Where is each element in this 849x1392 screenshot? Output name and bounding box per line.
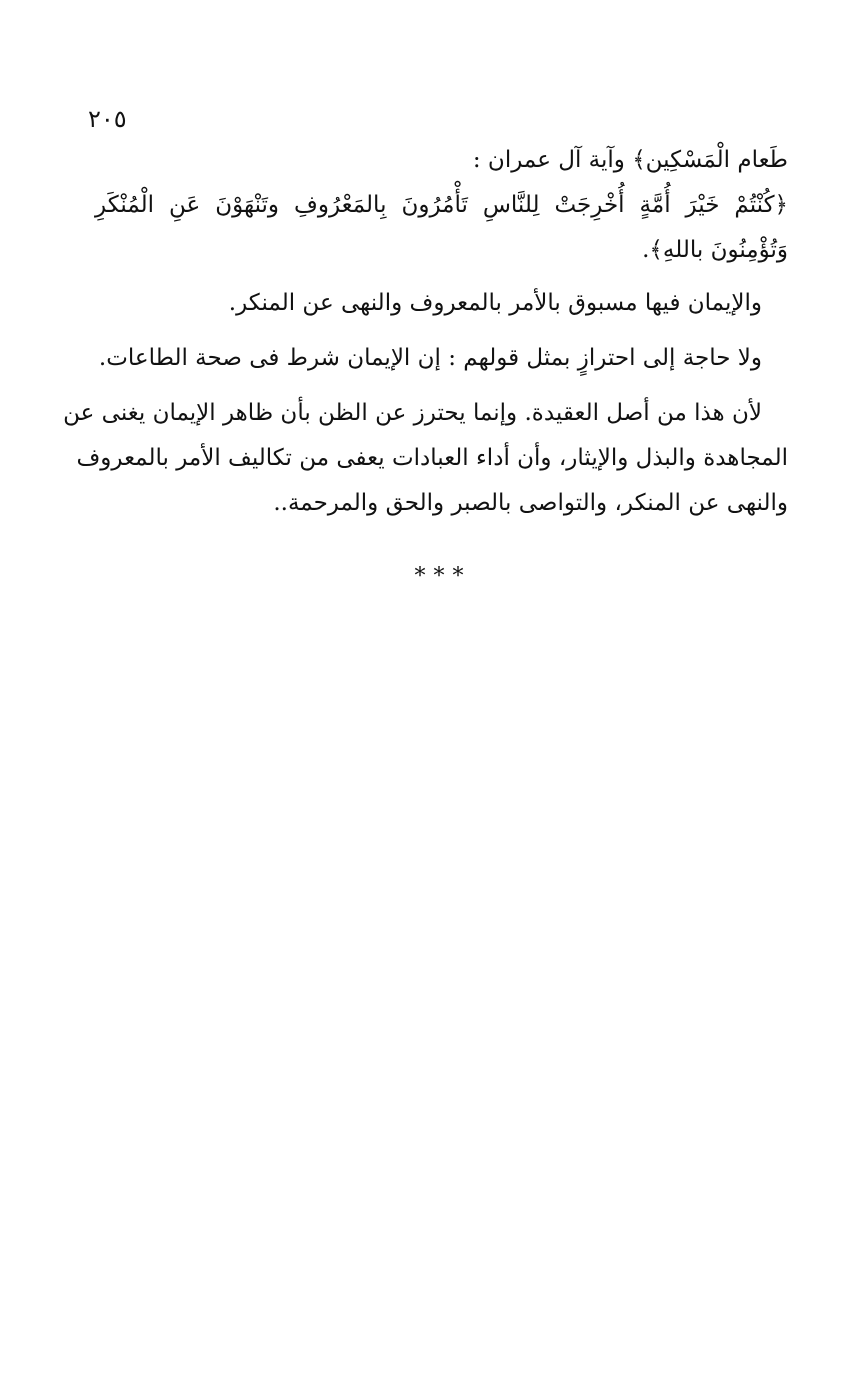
quran-verse-line-2: وَتُؤْمِنُونَ باللهِ﴾. (642, 237, 788, 263)
text-line-1: طَعام الْمَسْكِين﴾ وآية آل عمران : (472, 147, 788, 173)
body-text (63, 138, 788, 526)
quran-verse-line-1: ﴿كُنْتُمْ خَيْرَ أُمَّةٍ أُخْرِجَتْ لِلنَّاسِ تَأْمُرُونَ بِالمَعْرُوفِ وتَنْهَوْنَ عَنِ الْمُنْكَرِ (95, 192, 788, 218)
paragraph-reason-line-3: والنهى عن المنكر، والتواصى بالصبر والحق والمرحمة.. (273, 490, 788, 516)
section-separator: *** (414, 564, 472, 589)
paragraph-faith-line: والإيمان فيها مسبوق بالأمر بالمعروف والنهى عن المنكر. (228, 290, 762, 316)
paragraph-reason-line-2: المجاهدة والبذل والإيثار، وأن أداء العبادات يعفى من تكاليف الأمر بالمعروف (76, 445, 788, 471)
paragraph-no-need-line: ولا حاجة إلى احترازٍ بمثل قولهم : إن الإيمان شرط فى صحة الطاعات. (98, 345, 762, 371)
page-number: ٢٠٥ (88, 105, 127, 133)
paragraph-reason-line-1: لأن هذا من أصل العقيدة. وإنما يحترز عن الظن بأن ظاهر الإيمان يغنى عن (63, 400, 762, 426)
